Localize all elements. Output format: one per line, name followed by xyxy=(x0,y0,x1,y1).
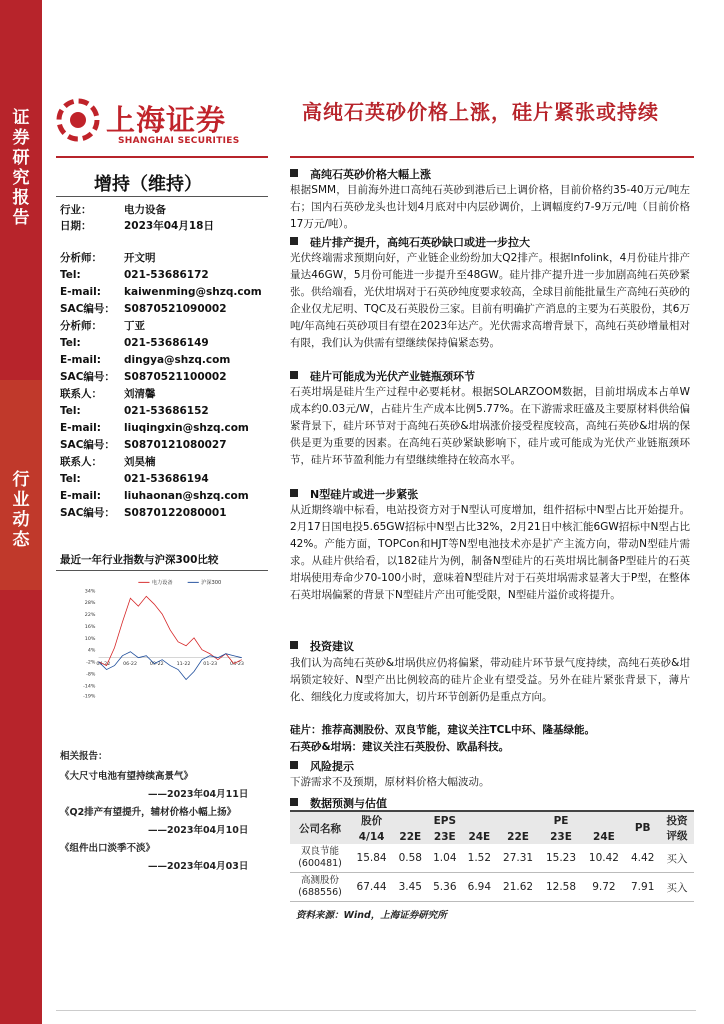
pe-cell: 9.72 xyxy=(592,881,616,893)
chart-rule xyxy=(56,570,268,571)
valuation-table xyxy=(290,810,694,902)
info-industry xyxy=(60,202,166,218)
analyst-info-value: 021-53686172 xyxy=(124,269,209,281)
analyst-info-key: 分析师： xyxy=(60,320,102,332)
analyst-info-value: S0870121080027 xyxy=(124,439,227,451)
y-tick-label: -14% xyxy=(83,684,96,690)
analyst-info-key: E-mail: xyxy=(60,354,101,366)
analyst-info-key: Tel: xyxy=(60,473,81,485)
related-reports-heading: 相关报告： xyxy=(60,751,108,762)
analyst-info-row xyxy=(60,420,249,436)
company-name: 双良节能 xyxy=(301,846,340,857)
analyst-info-key: SAC编号： xyxy=(60,507,115,519)
company-name: 高测股份 xyxy=(301,875,340,886)
table-source: 资料来源：Wind，上海证券研究所 xyxy=(296,910,447,921)
chart-title: 最近一年行业指数与沪深300比较 xyxy=(60,554,219,566)
analyst-info-row xyxy=(60,284,262,300)
analyst-info-key: E-mail: xyxy=(60,490,101,502)
table-row xyxy=(290,844,694,873)
index-comparison-chart xyxy=(56,576,270,716)
sub-pe-24: 24E xyxy=(582,830,625,844)
sub-eps-24: 24E xyxy=(462,830,497,844)
recommendation-wafer: 硅片：推荐高测股份、双良节能，建议关注TCL中环、隆基绿能。 xyxy=(290,724,596,736)
y-tick-label: 28% xyxy=(84,601,96,607)
series-line-0 xyxy=(99,596,242,665)
footer-rule xyxy=(56,1010,696,1011)
logo-english-name: SHANGHAI SECURITIES xyxy=(118,136,240,146)
section-title: 数据预测与估值 xyxy=(310,797,387,810)
rating-cell: 买入 xyxy=(666,852,688,865)
analyst-info-value: 丁亚 xyxy=(124,320,145,332)
analyst-info-key: SAC编号： xyxy=(60,303,115,315)
info-key: 行业： xyxy=(60,204,92,216)
eps-cell: 6.94 xyxy=(467,881,492,893)
analyst-info-value: dingya@shzq.com xyxy=(124,354,231,366)
analyst-info-value: S0870521090002 xyxy=(124,303,227,315)
pb-cell: 7.91 xyxy=(631,881,655,893)
y-tick-label: 4% xyxy=(87,648,96,654)
table-row xyxy=(290,873,694,902)
rating-cell: 买入 xyxy=(666,881,688,894)
pe-cell: 12.58 xyxy=(545,881,577,893)
logo-emblem-icon xyxy=(56,98,100,142)
section-body: 下游需求不及预期，原材料价格大幅波动。 xyxy=(290,776,490,788)
bullet-square-icon xyxy=(290,489,298,497)
section-body: 我们认为高纯石英砂&坩埚供应仍将偏紧，带动硅片环节景气度持续，高纯石英砂&坩埚锁定较好、N型产出比例较高的硅片企业有望受益。另外在硅片紧张背景下，薄片化、细线化力度或将加大，切片环节创新仍是重点方向。 xyxy=(290,657,690,703)
x-tick-label: 04-23 xyxy=(230,661,244,667)
analyst-info-key: Tel: xyxy=(60,337,81,349)
x-tick-label: 09-22 xyxy=(149,661,164,667)
recommendation-quartz: 石英砂&坩埚：建议关注石英股份、欧晶科技。 xyxy=(290,741,510,753)
sub-pe-23: 23E xyxy=(540,830,583,844)
section-title: 硅片可能成为光伏产业链瓶颈环节 xyxy=(310,370,475,383)
col-eps: EPS xyxy=(393,811,497,830)
analyst-info-key: SAC编号： xyxy=(60,439,115,451)
eps-cell: 1.52 xyxy=(467,852,492,864)
analyst-info-key: 联系人： xyxy=(60,456,102,468)
series-line-1 xyxy=(99,652,242,680)
analyst-info-key: 分析师： xyxy=(60,252,102,264)
analyst-info-value: 021-53686152 xyxy=(124,405,209,417)
bullet-square-icon xyxy=(290,798,298,806)
section-title: 风险提示 xyxy=(310,760,354,773)
analyst-info-row xyxy=(60,505,227,521)
header-rule-left xyxy=(56,156,268,158)
section-heading xyxy=(290,234,530,250)
analyst-info-key: E-mail: xyxy=(60,286,101,298)
analyst-info-value: kaiwenming@shzq.com xyxy=(124,286,262,298)
y-tick-label: 34% xyxy=(84,589,96,595)
col-price: 股价 xyxy=(350,811,393,830)
pe-cell: 21.62 xyxy=(503,881,534,893)
section-title: N型硅片或进一步紧张 xyxy=(310,488,419,501)
sub-price-date: 4/14 xyxy=(350,830,393,844)
analyst-info-row xyxy=(60,369,227,385)
legend-label: 电力设备 xyxy=(151,579,173,586)
analyst-info-row xyxy=(60,267,209,283)
company-code: (688556) xyxy=(298,887,342,898)
col-pe: PE xyxy=(497,811,626,830)
analyst-info-row xyxy=(60,318,145,334)
logo-chinese-name: 上海证券 xyxy=(106,103,227,137)
analyst-info-row xyxy=(60,335,209,351)
analyst-info-key: E-mail: xyxy=(60,422,101,434)
y-tick-label: 22% xyxy=(84,613,96,619)
x-tick-label: 11-22 xyxy=(176,661,191,667)
x-tick-label: 04-22 xyxy=(96,661,111,667)
analyst-info-row xyxy=(60,488,249,504)
analyst-info-row xyxy=(60,301,227,317)
left-color-band xyxy=(0,0,42,1024)
bullet-square-icon xyxy=(290,169,298,177)
analyst-info-key: Tel: xyxy=(60,405,81,417)
section-title: 投资建议 xyxy=(310,640,354,653)
analyst-info-value: 刘清馨 xyxy=(124,388,156,400)
col-rating: 投资评级 xyxy=(660,811,694,844)
analyst-info-value: S0870521100002 xyxy=(124,371,227,383)
report-title: 高纯石英砂价格上涨，硅片紧张或持续 xyxy=(302,100,659,124)
analyst-info-value: 021-53686149 xyxy=(124,337,209,349)
section-heading xyxy=(290,166,431,182)
rating: 增持（维持） xyxy=(94,174,202,195)
col-company: 公司名称 xyxy=(290,811,350,844)
analyst-info-row xyxy=(60,403,209,419)
y-tick-label: -8% xyxy=(86,672,96,678)
analyst-info-row xyxy=(60,471,209,487)
section-title: 硅片排产提升，高纯石英砂缺口或进一步拉大 xyxy=(310,236,530,249)
section-title: 高纯石英砂价格大幅上涨 xyxy=(310,168,431,181)
analyst-info-value: liuqingxin@shzq.com xyxy=(124,422,249,434)
eps-cell: 1.04 xyxy=(433,852,457,864)
valuation-table-wrap xyxy=(290,810,694,902)
band-label-industry: 行业动态 xyxy=(12,470,30,550)
header-rule-right xyxy=(290,156,694,158)
related-report-title: 《Q2排产有望提升，辅材价格小幅上扬》 xyxy=(60,807,237,818)
analyst-info-value: 021-53686194 xyxy=(124,473,209,485)
y-tick-label: 16% xyxy=(84,624,96,630)
section-heading xyxy=(290,638,354,654)
section-body: 从近期终端中标看，电站投资方对于N型认可度增加，组件招标中N型占比开始提升。2月17日国电投5.65GW招标中N型占比32%，2月21日中核汇能6GW招标中N型占比42%。产能方面，TOPCon和HJT等N型电池技术亦是扩产主流方向，带动N型硅片需求。从硅片供给看，以182硅片为例，制备N型硅片的石英坩埚比制备P型硅片的石英坩埚使用寿命少70-100小时，意味着N型硅片对于石英坩埚需求显著大于P型，在整体石英坩埚偏紧的背景下N型硅片产出可能受限，N型硅片溢价或将提升。 xyxy=(290,504,690,601)
y-tick-label: 10% xyxy=(84,636,96,642)
company-logo xyxy=(56,98,240,146)
bullet-square-icon xyxy=(290,237,298,245)
sub-eps-23: 23E xyxy=(428,830,463,844)
analyst-info-value: 刘昊楠 xyxy=(124,456,156,468)
eps-cell: 0.58 xyxy=(398,852,422,864)
analyst-info-value: 开文明 xyxy=(124,252,156,264)
x-tick-label: 01-23 xyxy=(203,661,218,667)
analyst-info-value: S0870122080001 xyxy=(124,507,227,519)
related-report-title: 《大尺寸电池有望持续高景气》 xyxy=(60,771,194,782)
analyst-info-key: SAC编号： xyxy=(60,371,115,383)
analyst-info-key: 联系人： xyxy=(60,388,102,400)
x-tick-label: 06-22 xyxy=(123,661,137,667)
rating-rule xyxy=(56,196,268,197)
analyst-info-row xyxy=(60,437,227,453)
bullet-square-icon xyxy=(290,641,298,649)
section-body: 石英坩埚是硅片生产过程中必要耗材。根据SOLARZOOM数据，目前坩埚成本占单W成本约0.03元/W，占硅片生产成本比例5.77%。在下游需求旺盛及主要原材料供给偏紧背景下，硅片环节对于高纯石英砂&坩埚涨价接受程度较高，高纯石英砂&坩埚的保供是更为重要的因素。在高纯石英砂紧缺影响下，硅片或可能成为光伏产业链瓶颈环节，硅片环节盈利能力有望继续维持在较高水平。 xyxy=(290,386,690,466)
price-cell: 15.84 xyxy=(356,852,387,864)
pb-cell: 4.42 xyxy=(631,852,655,864)
y-tick-label: -2% xyxy=(86,660,96,666)
info-key: 日期： xyxy=(60,220,92,232)
analyst-info-row xyxy=(60,386,156,402)
eps-cell: 5.36 xyxy=(433,881,457,893)
section-body: 光伏终端需求预期向好，产业链企业纷纷加大Q2排产。根据Infolink，4月份硅片排产量达46GW，5月份可能进一步提升至48GW。硅片排产提升进一步加剧高纯石英砂紧张。供给端看，光伏坩埚对于石英砂纯度要求较高，全球目前能批量生产高纯石英砂的企业仅尤尼明、TQC及石英股份三家。目前有明确扩产消息的主要为石英股份，其6万吨/年高纯石英砂项目有望在2023年达产。光伏需求高增背景下，高纯石英砂增量相对有限，我们认为供需有望继续保持偏紧态势。 xyxy=(290,252,690,349)
analyst-info-value: liuhaonan@shzq.com xyxy=(124,490,249,502)
sub-eps-22: 22E xyxy=(393,830,428,844)
related-report-date: ——2023年04月10日 xyxy=(148,825,249,836)
pe-cell: 10.42 xyxy=(588,852,619,864)
related-report-title: 《组件出口淡季不淡》 xyxy=(60,843,156,854)
bullet-square-icon xyxy=(290,761,298,769)
company-code: (600481) xyxy=(298,858,342,869)
related-report-date: ——2023年04月03日 xyxy=(148,861,249,872)
analyst-info-key: Tel: xyxy=(60,269,81,281)
section-body: 根据SMM，目前海外进口高纯石英砂到港后已上调价格，目前价格约35-40万元/吨左右；国内石英砂龙头也计划4月底对中内层砂调价，上调幅度约7-9万元/吨（目前价格17万元/吨）。 xyxy=(290,184,690,230)
section-heading xyxy=(290,368,475,384)
pe-cell: 15.23 xyxy=(545,852,577,864)
sub-pe-22: 22E xyxy=(497,830,540,844)
info-value: 2023年04月18日 xyxy=(124,220,214,232)
analyst-info-row xyxy=(60,454,156,470)
info-value: 电力设备 xyxy=(124,204,166,216)
y-tick-label: -19% xyxy=(83,694,96,700)
info-date xyxy=(60,218,214,234)
price-cell: 67.44 xyxy=(356,881,387,893)
legend-label: 沪深300 xyxy=(201,579,222,586)
band-label-report: 证券研究报告 xyxy=(12,108,30,228)
section-heading xyxy=(290,486,418,502)
analyst-info-row xyxy=(60,352,230,368)
col-pb: PB xyxy=(625,811,660,844)
section-heading xyxy=(290,795,387,811)
related-report-date: ——2023年04月11日 xyxy=(148,789,249,800)
analyst-info-row xyxy=(60,250,156,266)
eps-cell: 3.45 xyxy=(398,881,422,893)
bullet-square-icon xyxy=(290,371,298,379)
pe-cell: 27.31 xyxy=(503,852,534,864)
section-heading xyxy=(290,758,354,774)
